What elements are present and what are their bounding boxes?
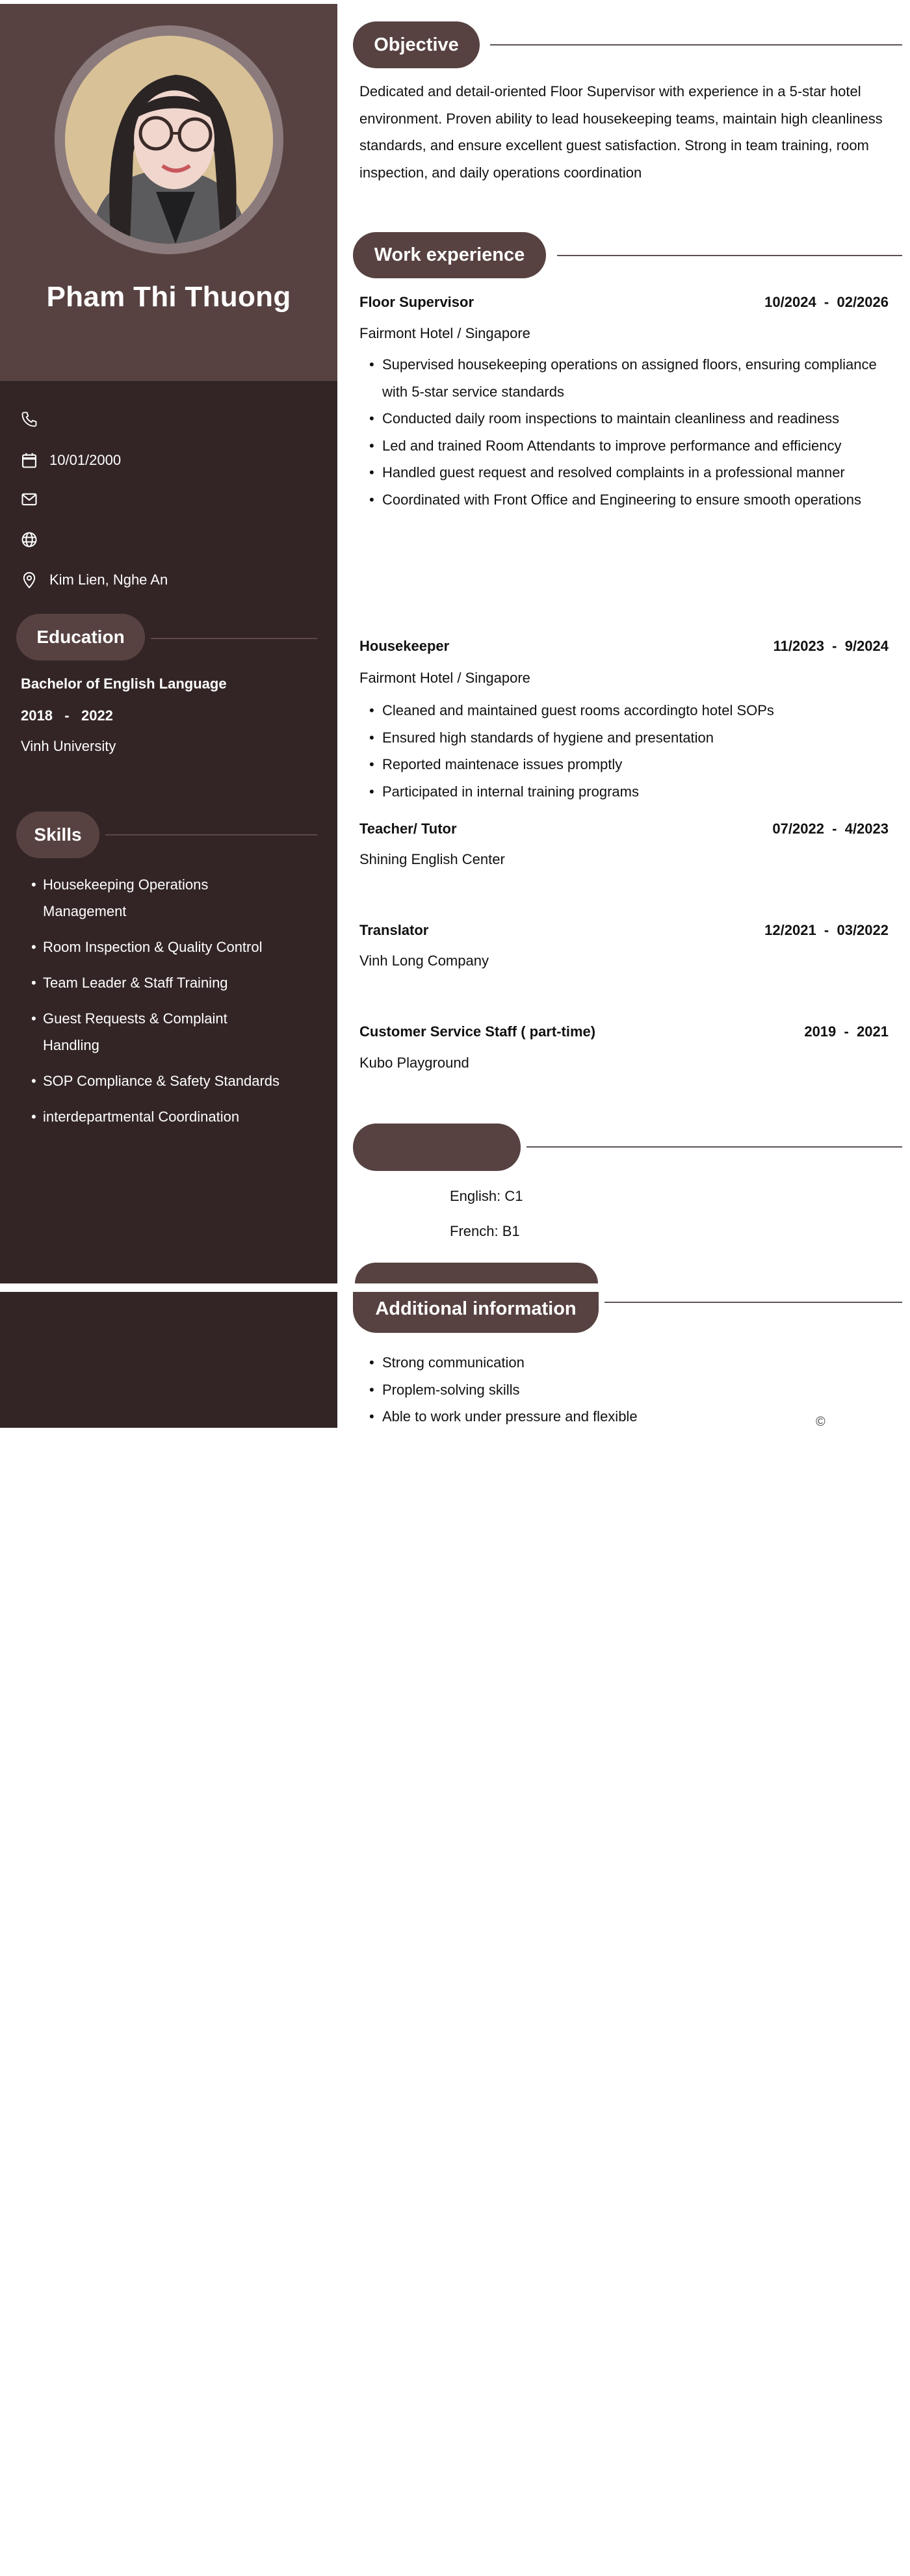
job-dates: 11/2023 - 9/2024 — [773, 638, 889, 654]
contact-address-value: Kim Lien, Nghe An — [49, 572, 168, 588]
avatar — [65, 36, 273, 244]
job-company: Fairmont Hotel / Singapore — [359, 670, 530, 686]
job-company: Vinh Long Company — [359, 953, 489, 969]
job-bullet: • Cleaned and maintained guest rooms accordingto hotel SOPs — [369, 697, 889, 724]
job-company: Shining English Center — [359, 851, 505, 867]
skill-item: • Room Inspection & Quality Control — [31, 934, 330, 960]
copyright-icon: © — [816, 1415, 826, 1429]
education-school: Vinh University — [21, 738, 116, 754]
mail-icon — [20, 490, 39, 509]
job-company: Kubo Playground — [359, 1055, 469, 1071]
job-bullet: • Coordinated with Front Office and Engineering to ensure smooth operations — [369, 486, 889, 514]
job-bullet: • Ensured high standards of hygiene and presentation — [369, 724, 889, 752]
sidebar-page-2 — [0, 1292, 337, 1428]
contact-birthdate — [20, 451, 121, 470]
education-divider — [151, 638, 317, 639]
additional-heading-label: Additional information — [375, 1298, 577, 1319]
contact-email — [20, 490, 49, 509]
job-title: Teacher/ Tutor — [359, 821, 457, 837]
contact-website — [20, 530, 49, 549]
skill-item: • interdepartmental Coordination — [31, 1103, 330, 1130]
profile-photo-icon — [65, 36, 273, 244]
skill-item: • Guest Requests & Complaint Handling — [31, 1005, 251, 1058]
education-start: 2018 — [21, 707, 53, 724]
phone-icon — [20, 410, 39, 429]
languages-heading — [353, 1124, 521, 1171]
job-bullet: • Led and trained Room Attendants to improve performance and efficiency — [369, 432, 889, 460]
job-bullets — [369, 697, 889, 805]
education-heading: Education — [16, 614, 145, 661]
globe-icon — [20, 530, 39, 549]
languages-divider — [526, 1146, 902, 1148]
additional-heading — [353, 1292, 599, 1333]
job-title: Housekeeper — [359, 638, 450, 654]
additional-heading-top-fragment — [355, 1263, 598, 1283]
work-experience-heading: Work experience — [353, 232, 546, 278]
additional-divider — [604, 1302, 902, 1303]
job-title: Floor Supervisor — [359, 294, 474, 310]
additional-item: • Able to work under pressure and flexible — [369, 1403, 889, 1430]
objective-divider — [490, 44, 902, 46]
skill-item: • Team Leader & Staff Training — [31, 969, 330, 996]
education-degree: Bachelor of English Language — [21, 676, 227, 692]
education-years — [21, 707, 113, 724]
education-end: 2022 — [81, 707, 113, 724]
profile-name: Pham Thi Thuong — [46, 281, 291, 313]
education-separator: - — [64, 707, 70, 724]
skills-divider — [105, 834, 317, 835]
job-bullet: • Reported maintenace issues promptly — [369, 751, 889, 778]
skills-list — [31, 871, 330, 1139]
calendar-icon — [20, 451, 39, 470]
job-title: Customer Service Staff ( part-time) — [359, 1023, 596, 1040]
language-item: French: B1 — [450, 1223, 520, 1239]
job-dates: 12/2021 - 03/2022 — [764, 922, 889, 938]
objective-heading: Objective — [353, 21, 480, 68]
additional-list — [369, 1349, 889, 1430]
job-dates: 2019 - 2021 — [804, 1023, 889, 1040]
language-item: English: C1 — [450, 1188, 523, 1204]
location-pin-icon — [20, 570, 39, 590]
job-bullet: • Handled guest request and resolved complaints in a professional manner — [369, 459, 889, 486]
contact-address — [20, 570, 168, 590]
skill-item: • Housekeeping Operations Management — [31, 871, 238, 925]
job-bullet: • Supervised housekeeping operations on assigned floors, ensuring compliance with 5-star service standards — [369, 351, 889, 405]
skill-item: • SOP Compliance & Safety Standards — [31, 1068, 330, 1094]
skills-heading: Skills — [16, 811, 99, 858]
work-experience-divider — [557, 255, 902, 256]
job-bullets — [369, 351, 889, 513]
contact-phone — [20, 410, 49, 429]
job-title: Translator — [359, 922, 429, 938]
additional-item: • Proplem-solving skills — [369, 1376, 889, 1404]
job-dates: 10/2024 - 02/2026 — [764, 294, 889, 310]
job-company: Fairmont Hotel / Singapore — [359, 325, 530, 341]
job-bullet: • Participated in internal training programs — [369, 778, 889, 806]
objective-text: Dedicated and detail-oriented Floor Supervisor with experience in a 5-star hotel environment. Proven ability to lead housekeeping teams, maintain high cleanliness standards, and ensure excellent guest satisfaction. Strong in team training, room inspection, and daily operations coordination — [359, 83, 883, 181]
job-bullet: • Conducted daily room inspections to maintain cleanliness and readiness — [369, 405, 889, 432]
contact-birthdate-value: 10/01/2000 — [49, 452, 122, 468]
additional-item: • Strong communication — [369, 1349, 889, 1376]
job-dates: 07/2022 - 4/2023 — [772, 821, 889, 837]
